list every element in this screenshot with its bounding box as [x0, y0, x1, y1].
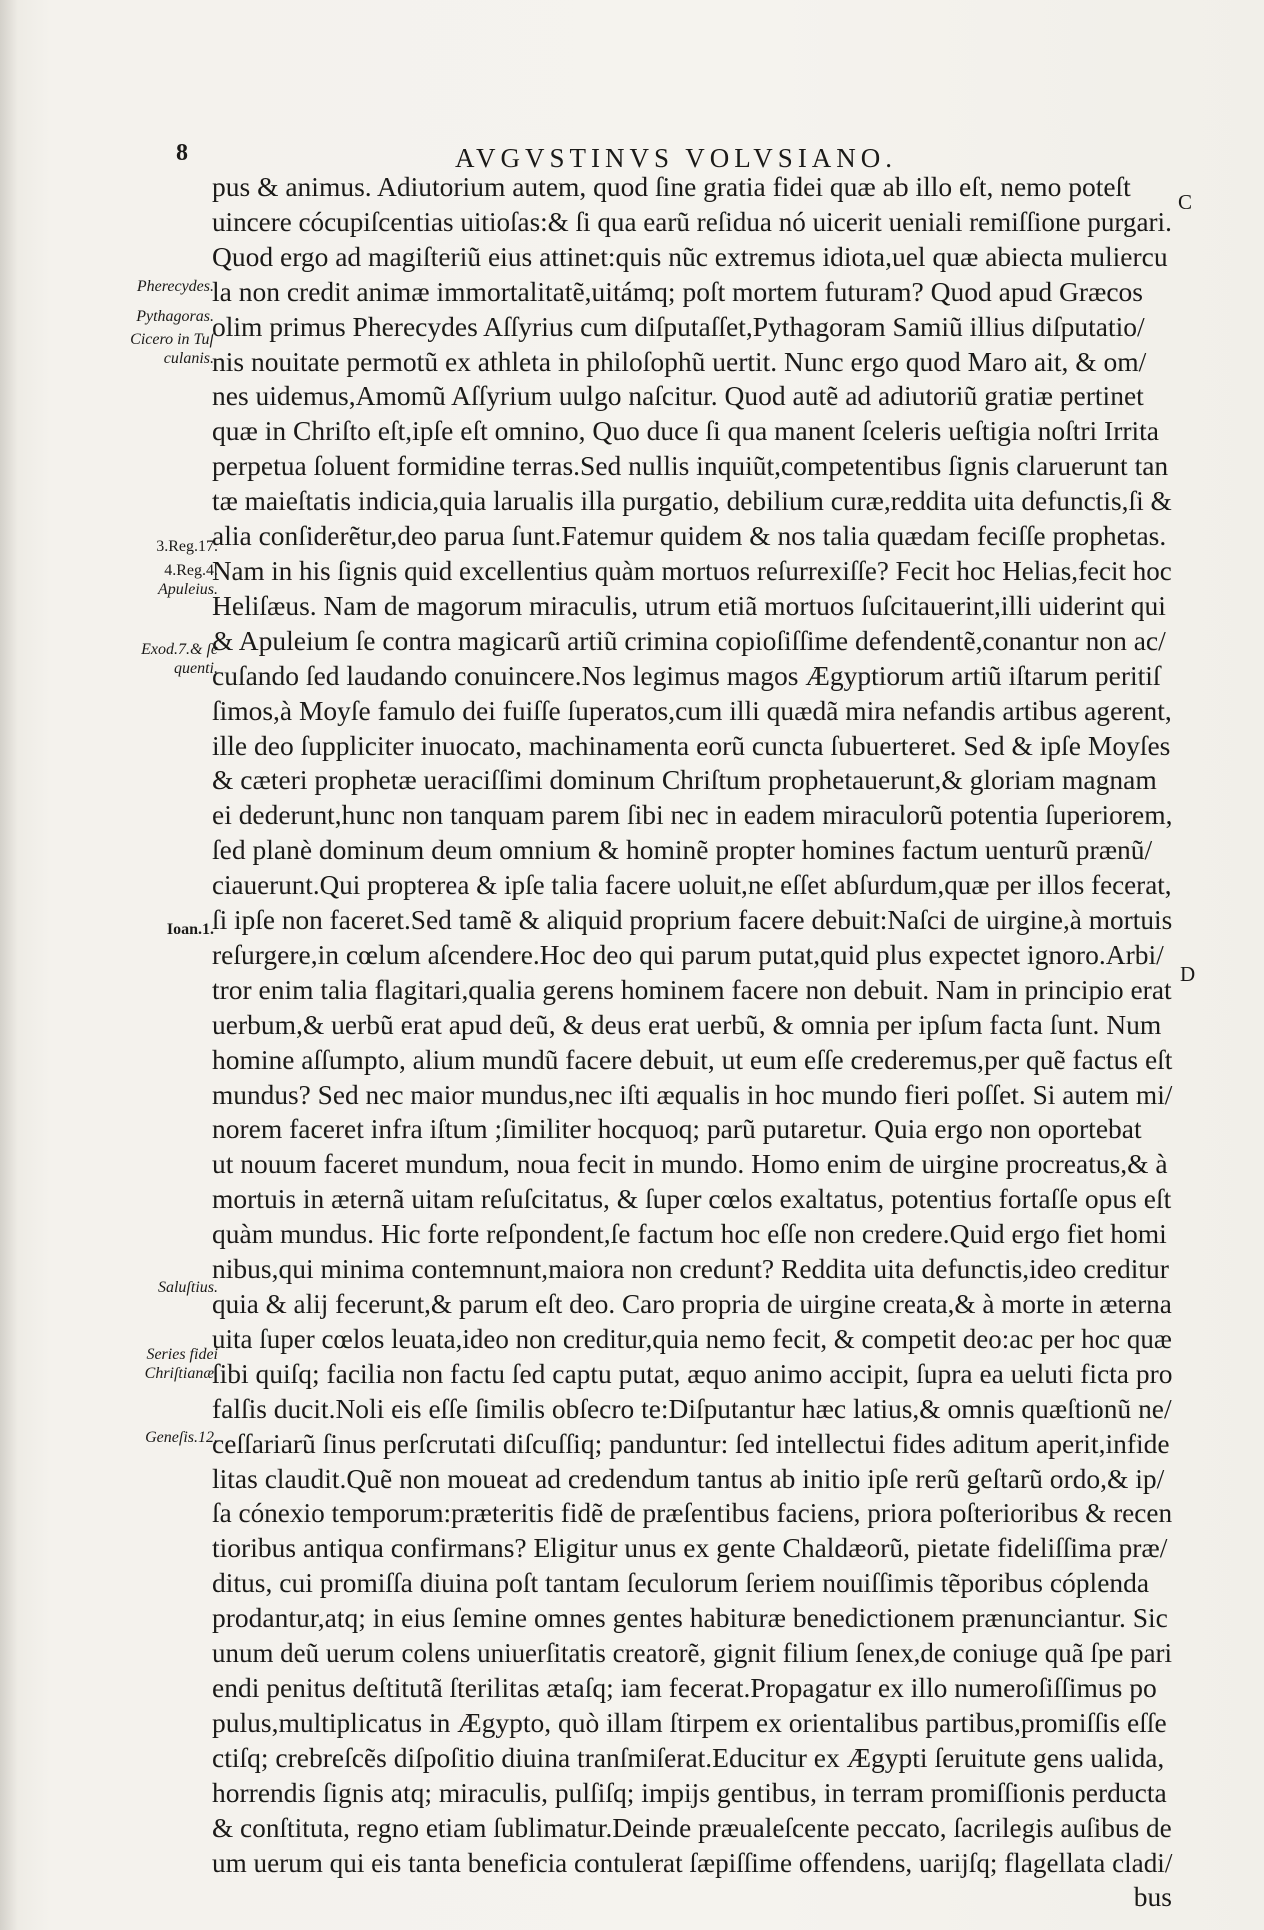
text-line-46: ctiſq; crebreſcẽs diſpoſitio diuina tranſmiſerat.Educitur ex Ægypti ſeruitute gens ualida,: [212, 1741, 1165, 1773]
margin-note-pherecydes: Pherecydes.: [136, 278, 214, 295]
margin-note-genesis: Geneſis.12.: [145, 1429, 218, 1446]
text-line-22: ſi ipſe non faceret.Sed tamẽ & aliquid proprium facere debuit:Naſci de uirgine,à mortuis: [212, 904, 1173, 936]
text-line-1: pus & animus. Adiutorium autem, quod ſine gratia fidei quæ ab illo eſt, nemo poteſt: [212, 171, 1131, 202]
text-line-27: mundus? Sed nec maior mundus,nec iſti æqualis in hoc mundo fieri poſſet. Si autem mi/: [212, 1078, 1173, 1110]
spine-shadow: [0, 0, 18, 1930]
text-line-14: & Apuleium ſe contra magicarũ artiũ crimina copioſiſſime defendentẽ,conantur non ac/: [212, 624, 1166, 656]
text-line-29: ut nouum faceret mundum, noua fecit in mundo. Homo enim de uirgine procreatus,& à: [212, 1148, 1168, 1180]
margin-note-salustius: Saluſtius.: [157, 1279, 218, 1296]
margin-note-3-reg: 3.Reg.17.: [156, 538, 218, 555]
text-line-5: olim primus Pherecydes Aſſyrius cum diſputaſſet,Pythagoram Samiũ illius diſputatio/: [212, 310, 1145, 342]
text-line-28: norem faceret infra iſtum ;ſimiliter hocquoq; parũ putaretur. Quia ergo non oportebat: [212, 1113, 1142, 1145]
margin-note-pythagoras: Pythagoras.: [136, 308, 214, 325]
text-line-41: ditus, cui promiſſa diuina poſt tantam ſeculorum ſeriem nouiſſimis tẽporibus cóplenda: [212, 1567, 1150, 1599]
text-line-4: la non credit animæ immortalitatẽ,uitámq; poſt mortem futuram? Quod apud Græcos: [212, 275, 1143, 307]
text-line-26: homine aſſumpto, alium mundũ facere debuit, ut eum eſſe crederemus,per quẽ factus eſt: [212, 1043, 1173, 1075]
text-line-24: tror enim talia flagitari,qualia gerens hominem facere non debuit. Nam in principio erat: [212, 973, 1172, 1005]
text-line-11: alia conſiderẽtur,deo parua ſunt.Fatemur quidem & nos talia quædam feciſſe prophetas.: [212, 520, 1167, 552]
text-line-37: ceſſariarũ ſinus perſcrutati diſcuſſiq; panduntur: ſed intellectui fides aditum aperit,infide: [212, 1427, 1170, 1459]
text-line-34: uita ſuper cœlos leuata,ideo non creditur,quia nemo fecit, & competit deo:ac per hoc quæ: [212, 1322, 1172, 1354]
margin-note-ioan: Ioan.1.: [166, 921, 214, 938]
text-line-44: endi penitus deſtitutã ſterilitas ætaſq; iam fecerat.Propagatur ex illo numeroſiſſimus po: [212, 1671, 1157, 1703]
text-line-21: ciauerunt.Qui propterea & ipſe talia facere uoluit,ne eſſet abſurdum,quæ per illos fecerat,: [212, 869, 1172, 901]
text-line-18: & cæteri prophetæ ueraciſſimi dominum Chriſtum prophetauerunt,& gloriam magnam: [212, 764, 1157, 796]
text-line-16: ſimos,à Moyſe famulo dei fuiſſe ſuperatos,cum illi quædã mira nefandis artibus agerent,: [212, 694, 1172, 726]
text-line-10: tæ maieſtatis indicia,quia larualis illa purgatio, debilium curæ,reddita uita defunctis,ſi &: [212, 485, 1172, 517]
text-line-42: prodantur,atq; in eius ſemine omnes gentes habituræ benedictionem prænunciantur. Sic: [212, 1602, 1168, 1634]
text-line-43: unum deũ uerum colens uniuerſitatis creatorẽ, gignit filium ſenex,de coniuge quã ſpe pari: [212, 1637, 1173, 1669]
margin-note-apuleius: Apuleius.: [158, 581, 218, 598]
text-line-12: Nam in his ſignis quid excellentius quàm mortuos reſurrexiſſe? Fecit hoc Helias,fecit hoc: [212, 554, 1172, 586]
margin-note-exod: Exod.7.& ſe quenti.: [141, 641, 218, 677]
text-line-39: ſa cónexio temporum:præteritis fidẽ de præſentibus faciens, priora poſterioribus & recen: [212, 1497, 1173, 1529]
text-line-48: & conſtituta, regno etiam ſublimatur.Deinde præualeſcente peccato, ſacrilegis auſibus de: [212, 1811, 1172, 1843]
text-line-23: reſurgere,in cœlum aſcendere.Hoc deo qui parum putat,quid plus expectet ignoro.Arbi/: [212, 938, 1164, 970]
text-line-38: litas claudit.Quẽ non moueat ad credendum tantus ab initio ipſe rerũ geſtarũ ordo,& ip/: [212, 1462, 1165, 1494]
catchword: bus: [1133, 1881, 1172, 1913]
text-line-13: Heliſæus. Nam de magorum miraculis, utrum etiã mortuos ſuſcitauerint,illi uiderint qui: [212, 589, 1166, 621]
section-letter-d: D: [1180, 962, 1196, 986]
folio-number: 8: [176, 140, 188, 166]
text-line-20: ſed planè dominum deum omnium & hominẽ propter homines factum uenturũ prænũ/: [212, 834, 1153, 866]
text-line-19: ei dederunt,hunc non tanquam parem ſibi nec in eadem miraculorũ potentia ſuperiorem,: [212, 799, 1173, 831]
text-line-25: uerbum,& uerbũ erat apud deũ, & deus erat uerbũ, & omnia per ipſum facta ſunt. Num: [212, 1008, 1162, 1040]
text-line-8: quæ in Chriſto eſt,ipſe eſt omnino, Quo duce ſi qua manent ſceleris ueſtigia noſtri Irrita: [212, 415, 1160, 447]
text-line-30: mortuis in æternã uitam reſuſcitatus, & ſuper cœlos exaltatus, potentius fortaſſe opus eſt: [212, 1183, 1172, 1215]
section-letter-c: C: [1178, 190, 1193, 214]
text-line-45: pulus,multiplicatus in Ægypto, quò illam ſtirpem ex orientalibus partibus,promiſſis eſſe: [212, 1706, 1167, 1738]
text-line-49: um uerum qui eis tanta beneficia contulerat ſæpiſſime offendens, uarijſq; flagellata cladi/: [212, 1846, 1173, 1878]
text-line-3: Quod ergo ad magiſteriũ eius attinet:quis nũc extremus idiota,uel quæ abiecta muliercu: [212, 240, 1168, 272]
text-line-17: ille deo ſuppliciter inuocato, machinamenta eorũ cuncta ſubuerteret. Sed & ipſe Moyſes: [212, 729, 1171, 761]
body-text: [212, 170, 1172, 1915]
text-line-33: quia & alij fecerunt,& parum eſt deo. Caro propria de uirgine creata,& à morte in æterna: [212, 1288, 1172, 1319]
text-line-6: nis nouitate permotũ ex athleta in philoſophũ uertit. Nunc ergo quod Maro ait, & om/: [212, 345, 1147, 377]
text-line-32: nibus,qui minima contemnunt,maiora non credunt? Reddita uita defunctis,ideo creditur: [212, 1253, 1169, 1285]
text-line-47: horrendis ſignis atq; miraculis, pulſiſq; impijs gentibus, in terram promiſſionis perducta: [212, 1776, 1167, 1808]
running-head: AVGVSTINVS VOLVSIANO.: [455, 143, 898, 173]
margin-note-series-fidei: Series fidei Chriſtianæ.: [144, 1346, 218, 1382]
margin-note-4-reg: 4.Reg.4.: [164, 562, 218, 579]
text-line-15: cuſando ſed laudando conuincere.Nos legimus magos Ægyptiorum artiũ iſtarum peritiſ: [212, 659, 1161, 691]
text-line-31: quàm mundus. Hic forte reſpondent,ſe factum hoc eſſe non credere.Quid ergo fiet homi: [212, 1218, 1167, 1250]
margin-note-cicero: Cicero in Tuſ culanis.: [130, 331, 214, 367]
text-line-36: falſis ducit.Noli eis eſſe ſimilis obſecro te:Diſputantur hæc latius,& omnis quæſtionũ ne/: [212, 1392, 1172, 1424]
text-line-2: uincere cócupiſcentias uitioſas:& ſi qua earũ reſidua nó uicerit ueniali remiſſione purgari.: [212, 205, 1172, 237]
text-line-40: tioribus antiqua confirmans? Eligitur unus ex gente Chaldæorũ, pietate fideliſſima præ/: [212, 1532, 1168, 1564]
text-line-9: perpetua ſoluent formidine terras.Sed nullis inquiũt,competentibus ſignis claruerunt tan: [212, 450, 1169, 482]
text-line-7: nes uidemus,Amomũ Aſſyrium uulgo naſcitur. Quod autẽ ad adiutoriũ gratiæ pertinet: [212, 380, 1144, 412]
text-line-35: ſibi quiſq; facilia non factu ſed captu putat, æquo animo accipit, ſupra ea ueluti ficta pro: [212, 1357, 1173, 1389]
